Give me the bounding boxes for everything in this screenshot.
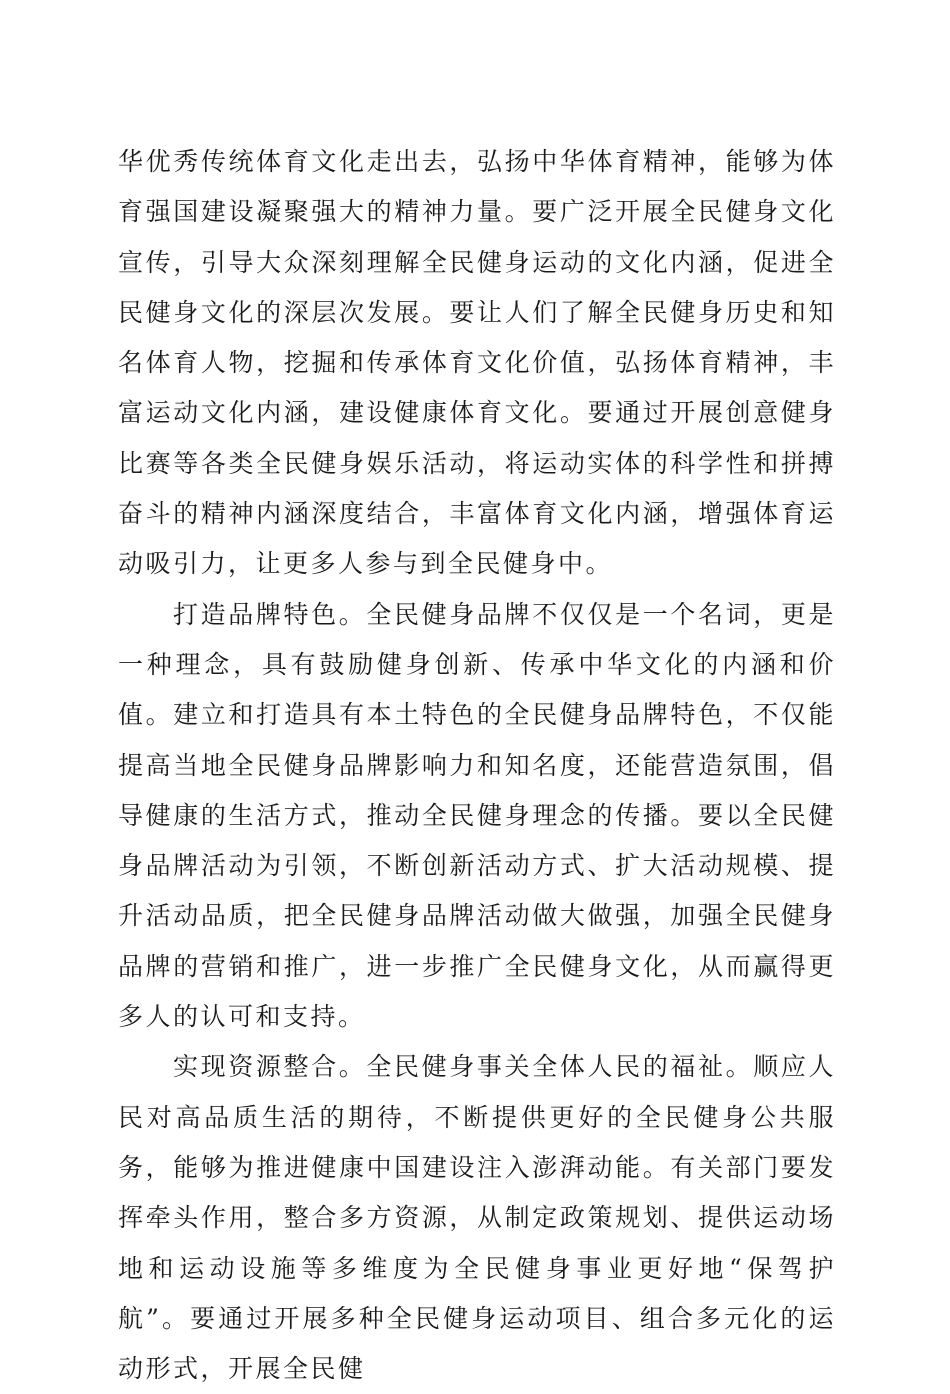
paragraph-resource-integration: 实现资源整合。全民健身事关全体人民的福祉。顺应人民对高品质生活的期待，不断提供更好的全民健身公共服务，能够为推进健康中国建设注入澎湃动能。有关部门要发挥牵头作用，整合多方资源，从制定政策规划、提供运动场地和运动设施等多维度为全民健身事业更好地“保驾护航”。要通过开展多种全民健身运动项目、组合多元化的运动形式，开展全民健 bbox=[118, 1052, 836, 1384]
paragraph-brand-features: 打造品牌特色。全民健身品牌不仅仅是一个名词，更是一种理念，具有鼓励健身创新、传承中华文化的内涵和价值。建立和打造具有本土特色的全民健身品牌特色，不仅能提高当地全民健身品牌影响力和知名度，还能营造氛围，倡导健康的生活方式，推动全民健身理念的传播。要以全民健身品牌活动为引领，不断创新活动方式、扩大活动规模、提升活动品质，把全民健身品牌活动做大做强，加强全民健身品牌的营销和推广，进一步推广全民健身文化，从而赢得更多人的认可和支持。 bbox=[118, 599, 836, 1032]
paragraph-continuation: 华优秀传统体育文化走出去，弘扬中华体育精神，能够为体育强国建设凝聚强大的精神力量。要广泛开展全民健身文化宣传，引导大众深刻理解全民健身运动的文化内涵，促进全民健身文化的深层次发展。要让人们了解全民健身历史和知名体育人物，挖掘和传承体育文化价值，弘扬体育精神，丰富运动文化内涵，建设健康体育文化。要通过开展创意健身比赛等各类全民健身娱乐活动，将运动实体的科学性和拼搏奋斗的精神内涵深度结合，丰富体育文化内涵，增强体育运动吸引力，让更多人参与到全民健身中。 bbox=[118, 147, 836, 579]
document-body bbox=[118, 137, 836, 1394]
